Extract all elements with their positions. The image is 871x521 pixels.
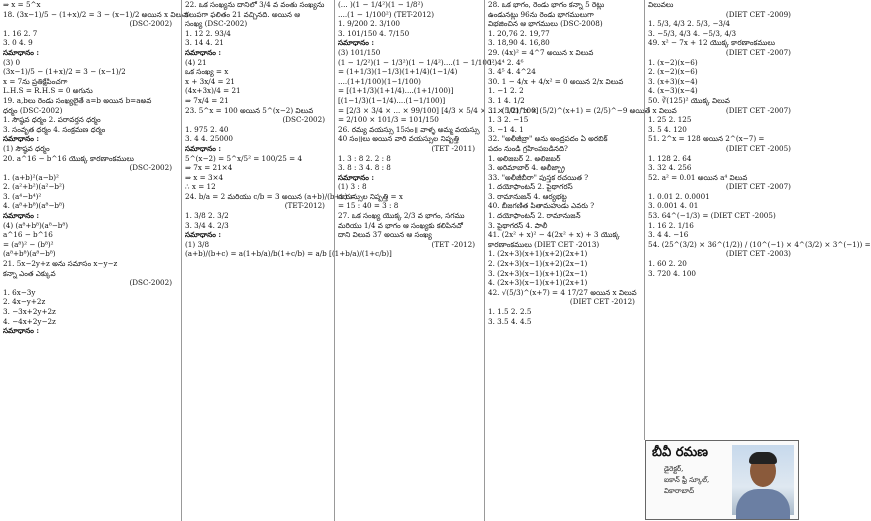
text-line: (a+b)/(b+c) = a(1+b/a)/b(1+c/b) = a/b [(1+b/a)/(1+c/b)]: [185, 249, 392, 259]
text-line: 1. దయోఫాంటస్ 2. పైథాగరస్: [488, 182, 573, 192]
text-line: (DSC-2002): [129, 278, 172, 288]
text-line: (... )(1 − 1/4²)(1 − 1/8²): [338, 0, 424, 9]
text-line: 21. 5x−2y+z అను సమాసం x−y−z: [3, 259, 118, 269]
text-line: 3. 3.5 4. 4.5: [488, 316, 532, 326]
text-line: 3. 14 4. 21: [185, 38, 224, 48]
text-line: (1 − 1/2²)(1 − 1/3²)(1 − 1/4²)....(1 − 1/100²): [338, 57, 498, 67]
text-line: ⇒ x = 5^x: [3, 0, 41, 9]
text-line: (4) 21: [185, 57, 207, 67]
text-line: = [2/3 × 3/4 × ... × 99/100] [4/3 × 5/4 × ... × 101/100]: [338, 105, 539, 115]
text-line: (4) (a⁸+b⁸)(a⁸−b⁸): [3, 220, 69, 230]
text-line: (DSC-2002): [129, 163, 172, 173]
text-line: 3. 3/4 4. 2/3: [185, 220, 229, 230]
text-line: (1) సౌష్ఠవ ధర్మం: [3, 143, 50, 153]
column-5: [644, 0, 871, 440]
text-line: 1. 0.01 2. 0.0001: [648, 191, 710, 201]
text-line: 41. (2x² + x)² − 4(2x² + x) + 3 యొక్క: [488, 230, 620, 240]
text-line: 26. రమ్య వయస్సు 15సం॥ వాళ్ళ అమ్మ వయస్సు: [338, 124, 480, 134]
text-line: = [(1+1/3)(1+1/4)....(1+1/100)]: [338, 86, 454, 96]
text-line: 1. 60 2. 20: [648, 259, 687, 269]
text-line: 4. −4x+2y−2z: [3, 316, 56, 326]
text-line: సమాధానం :: [3, 211, 40, 221]
text-line: కన్నా ఎంత ఎక్కువ: [3, 268, 56, 278]
text-line: L.H.S = R.H.S = 0 అగును: [3, 86, 93, 96]
text-line: సమాధానం :: [338, 38, 375, 48]
author-name: బీవీ రమణ: [652, 445, 708, 460]
text-line: సమాధానం :: [3, 134, 40, 144]
text-line: సమాధానం :: [338, 172, 375, 182]
text-line: 51. 2^x = 128 అయిన 2^(x−7) =: [648, 134, 765, 144]
text-line: విభజించిన ఆ భాగములు (DSC-2008): [488, 19, 603, 29]
text-line: 27. ఒక సంఖ్య యొక్క 2/3 వ భాగం, సగము: [338, 211, 465, 221]
text-line: 1. దయోఫాంటస్ 2. రామానుజన్: [488, 211, 581, 221]
text-line: 53. 64^(−1/3) = (DIET CET -2005): [648, 211, 776, 221]
text-line: 1. −1 2. 2: [488, 86, 524, 96]
text-line: (DSC-2002): [129, 19, 172, 29]
text-line: పదం నుండి గ్రహింపబడినది?: [488, 143, 568, 153]
text-line: సమాధానం :: [3, 326, 40, 336]
text-line: ⇒ 7x/4 = 21: [185, 95, 229, 105]
text-line: 50. ∛(125)² యొక్క విలువ: [648, 95, 730, 105]
text-line: సమాధానం :: [185, 143, 222, 153]
text-line: 3. 0.001 4. 01: [648, 201, 699, 211]
text-line: 4. (a⁸+b⁸)(a⁸−b⁸): [3, 201, 65, 211]
text-line: 52. a² = 0.01 అయిన a⁴ విలువ: [648, 172, 748, 182]
text-line: 3. −1 4. 1: [488, 124, 524, 134]
text-line: సమాధానం :: [185, 47, 222, 57]
text-line: (TET-2012): [284, 201, 325, 211]
text-line: (DIET CET -2003): [725, 249, 791, 259]
text-line: 31. (5/2)^x × (5/2)^(x+1) = (2/5)^−9 అయితే x విలువ: [488, 105, 677, 115]
text-line: (DIET CET -2012): [569, 297, 635, 307]
text-line: 4. (x−3)(x−4): [648, 86, 698, 96]
text-line: 1. 12 2. 93/4: [185, 28, 231, 38]
text-line: 1. (2x+3)(x+1)(x+2)(2x+1): [488, 249, 588, 259]
text-line: 5^(x−2) = 5^x/5² = 100/25 = 4: [185, 153, 303, 163]
text-line: 22. ఒక సంఖ్యను దానిలో 3/4 వ వంతు సంఖ్యను: [185, 0, 325, 9]
text-line: 3. −5/3, 4/3 4. −5/3, 4/3: [648, 28, 737, 38]
text-line: 1. అలిజబర్ 2. అలిజబర్: [488, 153, 561, 163]
text-line: విలువలు: [648, 0, 674, 9]
author-card: [645, 440, 799, 520]
text-line: (a⁸+b⁸)(a⁸−b⁸): [3, 249, 56, 259]
text-line: 3. (x+3)(x−4): [648, 76, 698, 86]
text-line: ∴ x = 12: [185, 182, 216, 192]
text-line: 19. a,bలు రెండు సంఖ్యలైతే a=b అయిన b=aఅవ: [3, 95, 152, 105]
text-line: 3. పైథాగరస్ 4. పాలీ: [488, 220, 548, 230]
column-1: [0, 0, 189, 521]
text-line: (3) 0: [3, 57, 21, 67]
text-line: 54. (25^(3/2) × 36^(1/2)) / (10^(−1) × 4^(3/2) × 3^(−1)) =: [648, 239, 871, 249]
text-line: ఒక సంఖ్య = x: [185, 67, 229, 77]
text-line: 2. 4x−y+2z: [3, 297, 46, 307]
text-line: 40. బీజగణిత పితామహుడు ఎవరు ?: [488, 201, 595, 211]
text-line: (DIET CET -2007): [725, 105, 791, 115]
text-line: 3. 18,90 4. 16,80: [488, 38, 550, 48]
text-line: ఉండునట్లు 96ను రెండు భాగములుగా: [488, 9, 594, 19]
text-line: (3x−1)/5 − (1+x)/2 = 3 − (x−1)/2: [3, 67, 126, 77]
text-line: 2. (x−2)(x−6): [648, 67, 698, 77]
text-line: (4x+3x)/4 = 21: [185, 86, 241, 96]
text-line: కలుపగా ఫలితం 21 వచ్చినది. అయిన ఆ: [185, 9, 300, 19]
text-line: 2. (2x+3)(x−1)(x+2)(2x−1): [488, 259, 588, 269]
text-line: 1. 16 2. 1/16: [648, 220, 694, 230]
text-line: 1. 3/8 2. 3/2: [185, 211, 229, 221]
text-line: 3. 4⁵ 4. 4^24: [488, 67, 536, 77]
text-line: = (a⁸)² − (b⁸)²: [3, 239, 54, 249]
text-line: (3) 101/150: [338, 47, 381, 57]
text-line: 3. రామానుజన్ 4. ఆర్యభట్ట: [488, 191, 567, 201]
text-line: 2. (a²+b²)(a²−b²): [3, 182, 65, 192]
text-line: (DIET CET -2005): [725, 143, 791, 153]
text-line: 1. 9/200 2. 3/100: [338, 19, 400, 29]
text-line: = 2/100 × 101/3 = 101/150: [338, 115, 439, 125]
text-line: 1. 3 2. −15: [488, 115, 529, 125]
text-line: 1. 16 2. 7: [3, 28, 38, 38]
text-line: 42. √(5/3)^(x+7) = 4 17/27 అయిన x విలువ: [488, 287, 637, 297]
text-line: వయస్సుల నిష్పత్తి = x: [338, 191, 403, 201]
text-line: 28. ఒక భాగం, రెండు భాగం కన్నా 5 రెట్లు: [488, 0, 605, 9]
text-line: 3. 1 4. 1/2: [488, 95, 525, 105]
text-line: 1. 25 2. 125: [648, 115, 692, 125]
text-line: 23. 5^x = 100 అయిన 5^(x−2) విలువ: [185, 105, 314, 115]
text-line: 1. 128 2. 64: [648, 153, 692, 163]
text-line: ....(1 − 1/100²) (TET-2012): [338, 9, 435, 19]
text-line: 18. (3x−1)/5 − (1+x)/2 = 3 − (x−1)/2 అయిన x విలువ: [3, 9, 189, 19]
text-line: 1. 5/3, 4/3 2. 5/3, −3/4: [648, 19, 730, 29]
text-line: (DSC-2002): [282, 115, 325, 125]
text-line: = (1+1/3)(1−1/3)(1+1/4)(1−1/4): [338, 67, 458, 77]
text-line: (1) 3/8: [185, 239, 210, 249]
text-line: 1. (a+b)²(a−b)²: [3, 172, 59, 182]
author-title: డైరెక్టర్,: [664, 465, 684, 473]
text-line: 33. "అలీజీబీరా" పుస్తక రచయిత ?: [488, 172, 589, 182]
text-line: 1. 975 2. 40: [185, 124, 229, 134]
text-line: 3. (2x+3)(x−1)(x+1)(2x−1): [488, 268, 588, 278]
text-line: 1. సౌష్ఠవ ధర్మం 2. పరావర్తన ధర్మం: [3, 115, 101, 125]
text-line: సమాధానం :: [185, 230, 222, 240]
text-line: 1. 3 : 8 2. 2 : 8: [338, 153, 391, 163]
text-line: x + 3x/4 = 21: [185, 76, 236, 86]
text-line: 49. x² − 7x + 12 యొక్క కారణాంకములు: [648, 38, 775, 48]
text-line: 3. −3x+2y+2z: [3, 307, 56, 316]
text-line: 20. a^16 − b^16 యొక్క కారణాంకములు: [3, 153, 134, 163]
text-line: 1. 4⁴ 2. 4⁶: [488, 57, 524, 67]
text-line: 1. 1.5 2. 2.5: [488, 307, 532, 316]
text-line: 3. 720 4. 100: [648, 268, 697, 278]
text-line: కారణాంకములు (DIET CET -2013): [488, 239, 600, 249]
text-line: 3. 0 4. 9: [3, 38, 33, 48]
text-line: 32. "అలీజీబ్రా" అను అంద్రపదం ఏ అరబిక్: [488, 134, 608, 144]
author-school: ఐకాన్ ఫ్రీ స్కూల్,: [664, 476, 710, 484]
text-line: (DIET CET -2007): [725, 182, 791, 192]
text-line: [(1−1/3)(1−1/4)....(1−1/100)]: [338, 95, 446, 105]
text-line: 3. 101/150 4. 7/150: [338, 28, 410, 38]
text-line: 3. అరిమాబార్ 4. అలీజ్బ్రా: [488, 163, 565, 173]
text-line: 3. 5 4. 120: [648, 124, 687, 134]
text-line: 24. b/a = 2 మరియు c/b = 3 అయిన (a+b)/(b+c) =: [185, 191, 356, 201]
text-line: 30. 1 − 4/x + 4/x² = 0 అయిన 2/x విలువ: [488, 76, 624, 86]
text-line: 3. (a⁴−b⁴)²: [3, 191, 42, 201]
text-line: (TET -2012): [431, 239, 475, 249]
text-line: a^16 − b^16: [3, 230, 53, 240]
text-line: 4. (2x+3)(x−1)(x+1)(2x+1): [488, 278, 588, 288]
text-line: (1) 3 : 8: [338, 182, 367, 192]
text-line: సమాధానం :: [3, 47, 40, 57]
text-line: 29. (4x)² = 4^7 అయిన x విలువ: [488, 47, 594, 57]
text-line: ....(1+1/100)(1−1/100): [338, 76, 421, 86]
text-line: (TET -2011): [431, 143, 475, 153]
text-line: (DIET CET -2007): [725, 47, 791, 57]
text-line: (DIET CET -2009): [725, 9, 791, 19]
author-photo: [732, 445, 794, 515]
text-line: 3. సంవృత ధర్మం 4. సంక్రమణ ధర్మం: [3, 124, 106, 134]
text-line: 1. 20,76 2. 19,77: [488, 28, 550, 38]
text-line: 3. 32 4. 256: [648, 163, 692, 173]
author-city: వికారాబాద్: [664, 487, 695, 495]
text-line: 3. 4 4. 25000: [185, 134, 234, 144]
text-line: ⇒ 7x = 21×4: [185, 163, 233, 173]
text-line: 1. (x−2)(x−6): [648, 57, 698, 67]
text-line: 40 సం॥లు అయిన వారి వయస్సుల నిష్పత్తి: [338, 134, 459, 144]
text-line: 3. 8 : 3 4. 8 : 8: [338, 163, 391, 173]
text-line: ధర్మం (DSC-2002): [3, 105, 63, 115]
text-line: = 15 : 40 = 3 : 8: [338, 201, 399, 211]
text-line: x = 7ను ప్రతిక్షేపించగా: [3, 76, 68, 86]
text-line: 3. 4 4. −16: [648, 230, 689, 240]
text-line: దాని విలువ 37 అయిన ఆ సంఖ్య: [338, 230, 432, 240]
text-line: 1. 6x−3y: [3, 287, 36, 297]
text-line: మరియు 1/4 వ భాగం ఆ సంఖ్యకు కలిపినచో: [338, 220, 463, 230]
text-line: ⇒ x = 3×4: [185, 172, 224, 182]
text-line: సంఖ్య (DSC-2002): [185, 19, 248, 29]
